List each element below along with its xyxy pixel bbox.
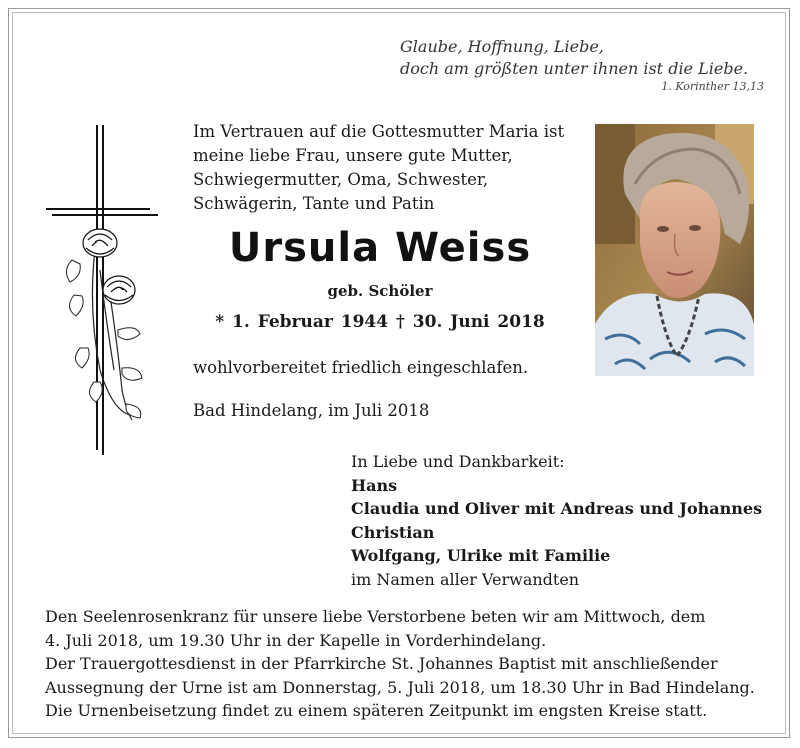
statement: wohlvorbereitet friedlich eingeschlafen. — [193, 358, 529, 377]
intro-line: Schwägerin, Tante und Patin — [193, 194, 435, 213]
quote-line-2: doch am größten unter ihnen ist die Liebe. — [400, 59, 749, 78]
family-member: Wolfgang, Ulrike mit Familie — [351, 546, 611, 565]
bible-quote — [400, 36, 748, 80]
family-signatures — [351, 450, 762, 591]
intro-line: meine liebe Frau, unsere gute Mutter, — [193, 146, 513, 165]
quote-line-1: Glaube, Hoffnung, Liebe, — [400, 37, 604, 56]
place-date: Bad Hindelang, im Juli 2018 — [193, 401, 430, 420]
portrait-photo — [595, 124, 754, 376]
footer-line: Die Urnenbeisetzung findet zu einem späteren Zeitpunkt im engsten Kreise statt. — [45, 701, 708, 720]
intro-line: Schwiegermutter, Oma, Schwester, — [193, 170, 489, 189]
family-member: Claudia und Oliver mit Andreas und Johannes — [351, 499, 763, 518]
footer-line: 4. Juli 2018, um 19.30 Uhr in der Kapelle in Vorderhindelang. — [45, 630, 547, 650]
family-member: Christian — [351, 522, 435, 542]
family-intro: In Liebe und Dankbarkeit: — [351, 452, 565, 471]
intro-line: Im Vertrauen auf die Gottesmutter Maria ist — [193, 122, 565, 141]
footer-line: Aussegnung der Urne ist am Donnerstag, 5. Juli 2018, um 18.30 Uhr in Bad Hindelang. — [45, 677, 755, 697]
quote-reference: 1. Korinther 13,13 — [661, 80, 764, 93]
service-information — [45, 605, 757, 723]
intro-text — [193, 120, 564, 216]
cross-with-roses-icon — [40, 120, 170, 464]
family-closing: im Namen aller Verwandten — [351, 569, 580, 589]
footer-line: Den Seelenrosenkranz für unsere liebe Verstorbene beten wir am Mittwoch, dem — [45, 607, 706, 626]
deceased-name: Ursula Weiss — [228, 225, 532, 271]
footer-line: Der Trauergottesdienst in der Pfarrkirche St. Johannes Baptist mit anschließender — [45, 654, 718, 673]
family-member: Hans — [351, 475, 398, 495]
life-dates: * 1. Februar 1944 † 30. Juni 2018 — [215, 312, 545, 332]
birth-name: geb. Schöler — [327, 282, 433, 300]
